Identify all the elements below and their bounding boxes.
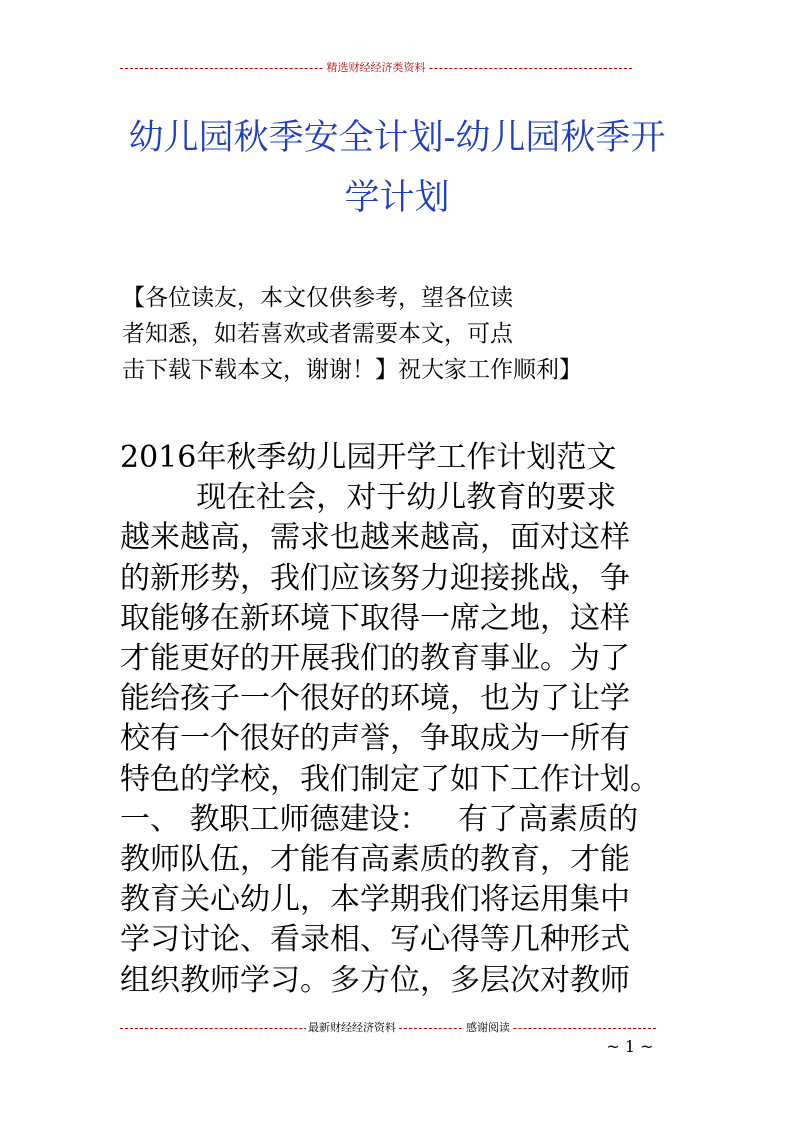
body-line: 校有一个很好的声誉，争取成为一所有 <box>120 721 630 757</box>
body-line: 组织教师学习。多方位，多层次对教师 <box>120 962 630 998</box>
title-line-2: 学计划 <box>344 178 450 218</box>
body-line: 的新形势，我们应该努力迎接挑战，争 <box>120 560 630 596</box>
notice-line-2: 者知悉，如若喜欢或者需要本文，可点 <box>122 321 513 347</box>
document-title <box>80 108 714 228</box>
body-line: 才能更好的开展我们的教育事业。为了 <box>120 641 630 677</box>
body-line: 一、 教职工师德建设： 有了高素质的 <box>120 801 639 837</box>
body-line: 特色的学校，我们制定了如下工作计划。 <box>120 761 660 797</box>
body-line: 能给孩子一个很好的环境，也为了让学 <box>120 681 630 717</box>
body-line: 学习讨论、看录相、写心得等几种形式 <box>120 922 630 958</box>
body-line: 教师队伍，才能有高素质的教育，才能 <box>120 842 630 878</box>
body-line: 2016年秋季幼儿园开学工作计划范文 <box>120 440 617 475</box>
notice-line-3: 击下载下载本文，谢谢！】祝大家工作顺利】 <box>122 357 582 383</box>
body-text <box>120 438 686 1001</box>
page-header <box>120 60 632 76</box>
body-line: 取能够在新环境下取得一席之地，这样 <box>120 600 630 636</box>
footer-label-1: 最新财经经济资料 <box>308 1021 396 1034</box>
body-line: 现在社会，对于幼儿教育的要求 <box>120 480 617 516</box>
notice-line-1: 【各位读友，本文仅供参考，望各位读 <box>122 285 513 311</box>
header-label: 精选财经经济类资料 <box>326 61 426 74</box>
title-line-1: 幼儿园秋季安全计划-幼儿园秋季开 <box>128 118 666 158</box>
footer-label-2: 感谢阅读 <box>466 1021 510 1034</box>
body-line: 教育关心幼儿，本学期我们将运用集中 <box>120 882 630 918</box>
page-footer <box>120 1020 656 1036</box>
reader-notice <box>122 280 682 388</box>
body-line: 越来越高，需求也越来越高，面对这样 <box>120 520 630 556</box>
page-number: ~ 1 ~ <box>606 1037 654 1056</box>
